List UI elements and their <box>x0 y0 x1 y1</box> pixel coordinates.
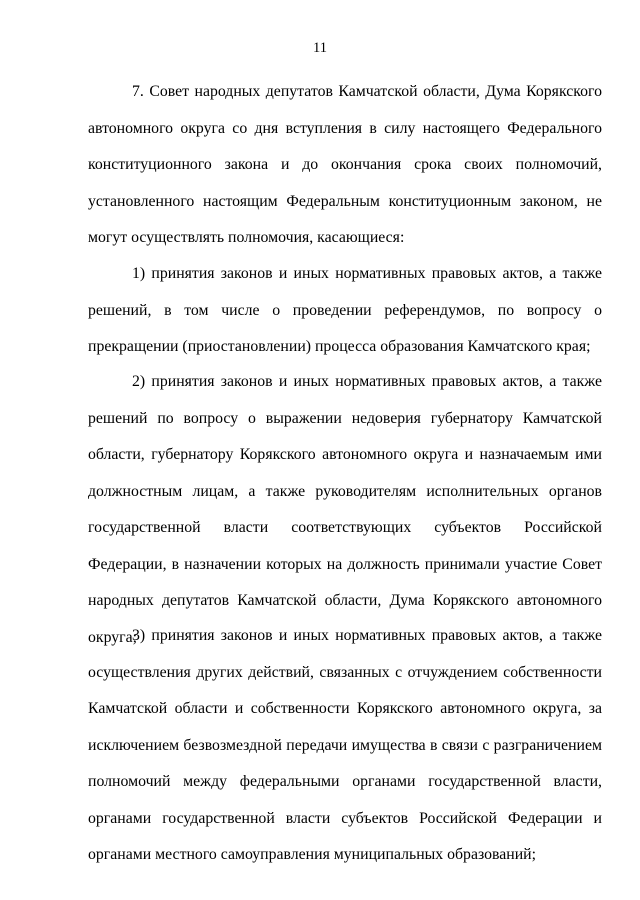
page-number: 11 <box>313 40 327 56</box>
paragraph-subitem-3: 3) принятия законов и иных нормативных правовых актов, а также осуществления других действий, связанных с отчуждением собственности Камчатской области и собственности Корякского автономного округа, за исключением безвозмездной передачи имущества в связи с разграничением полномочий между федеральными органами государственной власти, органами государственной власти субъектов Российской Федерации и органами местного самоуправления муниципальных образований; <box>88 627 602 863</box>
paragraph-subitem-1: 1) принятия законов и иных нормативных правовых актов, а также решений, в том числе о проведении референдумов, по вопросу о прекращении (приостановлении) процесса образования Камчатского края; <box>88 265 602 355</box>
paragraph-subitem-2: 2) принятия законов и иных нормативных правовых актов, а также решений по вопросу о выражении недоверия губернатору Камчатской области, губернатору Корякского автономного округа и назначаемым ими должностным лицам, а также руководителям исполнительных органов государственной власти соответствующих субъектов Российской Федерации, в назначении которых на должность принимали участие Совет народных депутатов Камчатской области, Дума Корякского автономного округа; <box>88 373 602 646</box>
paragraph-item-7: 7. Совет народных депутатов Камчатской области, Дума Корякского автономного округа со дня вступления в силу настоящего Федерального конституционного закона и до окончания срока своих полномочий, установленного настоящим Федеральным конституционным законом, не могут осуществлять полномочия, касающиеся: <box>88 83 602 246</box>
